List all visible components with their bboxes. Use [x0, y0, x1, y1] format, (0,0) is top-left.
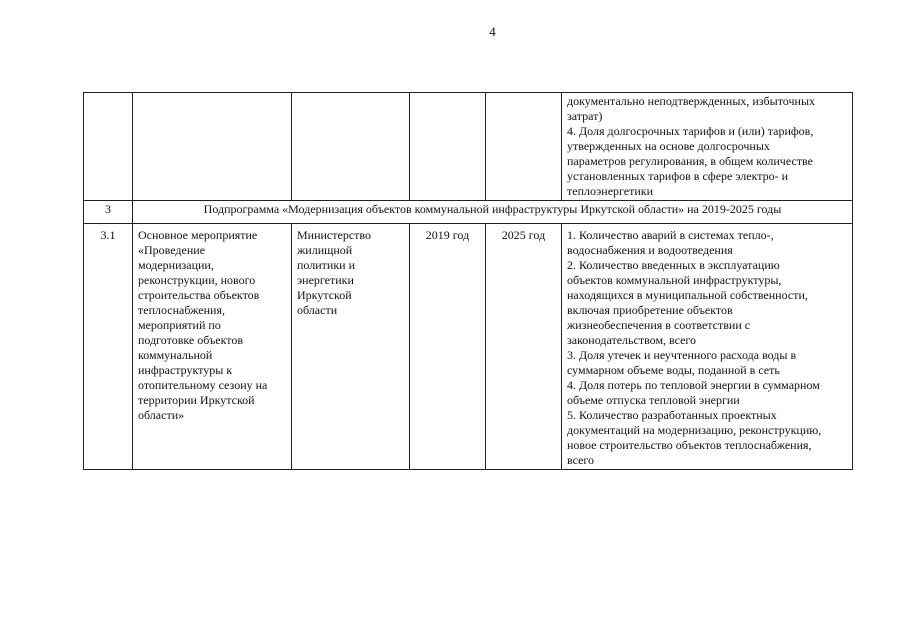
indicator-line: утвержденных на основе долгосрочных: [567, 139, 770, 153]
indicator-line: 2. Количество введенных в эксплуатацию: [567, 258, 780, 272]
measure-end-year: 2025 год: [486, 224, 562, 470]
indicator-line: законодательством, всего: [567, 333, 697, 347]
executor-line: области: [297, 303, 338, 317]
executor-line: Иркутской: [297, 288, 352, 302]
measure-name-line: отопительному сезону на: [138, 378, 268, 392]
measure-name-line: коммунальной: [138, 348, 213, 362]
measure-name-line: «Проведение: [138, 243, 206, 257]
executor-line: Министерство: [297, 228, 371, 242]
measure-name-line: Основное мероприятие: [138, 228, 258, 242]
measure-name-line: модернизации,: [138, 258, 214, 272]
cell-name: [133, 93, 292, 201]
indicator-line: 4. Доля долгосрочных тарифов и (или) тарифов,: [567, 124, 814, 138]
indicator-line: документально неподтвержденных, избыточных: [567, 94, 816, 108]
indicator-line: новое строительство объектов теплоснабжения,: [567, 438, 812, 452]
measure-name-line: инфраструктуры к: [138, 363, 233, 377]
subprogram-number: 3: [84, 201, 133, 224]
indicator-line: всего: [567, 453, 595, 467]
cell-indicators: [562, 93, 853, 201]
measure-start-year: 2019 год: [410, 224, 486, 470]
measure-name-line: строительства объектов: [138, 288, 260, 302]
indicator-line: 4. Доля потерь по тепловой энергии в суммарном: [567, 378, 820, 392]
measure-name-line: мероприятий по: [138, 318, 221, 332]
indicator-line: параметров регулирования, в общем количестве: [567, 154, 813, 168]
indicator-line: 1. Количество аварий в системах тепло-,: [567, 228, 774, 242]
indicator-line: объектов коммунальной инфраструктуры,: [567, 273, 782, 287]
indicator-line: теплоэнергетики: [567, 184, 654, 198]
measure-name-line: теплоснабжения,: [138, 303, 225, 317]
indicator-line: суммарном объеме воды, поданной в сеть: [567, 363, 780, 377]
measure-number: 3.1: [84, 224, 133, 470]
indicator-line: 5. Количество разработанных проектных: [567, 408, 777, 422]
measure-name-line: области»: [138, 408, 185, 422]
executor-line: жилищной: [297, 243, 353, 257]
indicator-line: затрат): [567, 109, 603, 123]
table-row-measure: [84, 224, 853, 470]
executor-line: политики и: [297, 258, 356, 272]
measure-executor: [292, 224, 410, 470]
subprogram-title: Подпрограмма «Модернизация объектов коммунальной инфраструктуры Иркутской области» на 2019-2025 годы: [133, 201, 853, 224]
page-number: 4: [489, 24, 496, 39]
indicator-line: находящихся в муниципальной собственности,: [567, 288, 808, 302]
table-row-subprogram: [84, 201, 853, 224]
indicator-line: водоснабжения и водоотведения: [567, 243, 733, 257]
indicator-line: объеме отпуска тепловой энергии: [567, 393, 740, 407]
cell-executor: [292, 93, 410, 201]
program-table: [83, 92, 853, 470]
cell-start: [410, 93, 486, 201]
indicator-line: жизнеобеспечения в соответствии с: [567, 318, 751, 332]
measure-indicators: [562, 224, 853, 470]
table-row-continuation: [84, 93, 853, 201]
indicator-line: установленных тарифов в сфере электро- и: [567, 169, 789, 183]
cell-end: [486, 93, 562, 201]
executor-line: энергетики: [297, 273, 354, 287]
cell-number: [84, 93, 133, 201]
indicator-line: документаций на модернизацию, реконструкцию,: [567, 423, 822, 437]
measure-name-line: подготовке объектов: [138, 333, 244, 347]
measure-name-line: территории Иркутской: [138, 393, 255, 407]
indicator-line: 3. Доля утечек и неучтенного расхода воды в: [567, 348, 797, 362]
measure-name: [133, 224, 292, 470]
indicator-line: включая приобретение объектов: [567, 303, 733, 317]
measure-name-line: реконструкции, нового: [138, 273, 256, 287]
